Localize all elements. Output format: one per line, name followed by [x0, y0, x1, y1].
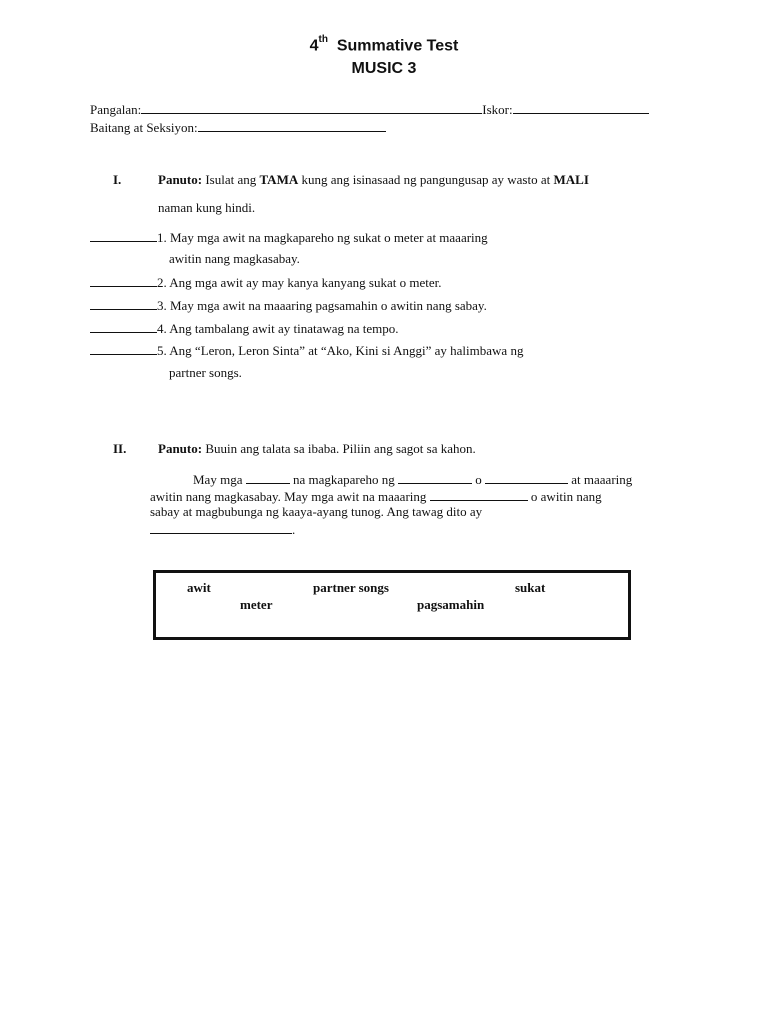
para-blank[interactable] [485, 471, 568, 484]
part1-instruction-b: kung ang isinasaad ng pangungusap ay wasto at [301, 172, 551, 187]
para-text: at maaaring [571, 472, 633, 487]
grade-blank[interactable] [198, 119, 386, 132]
score-blank[interactable] [513, 101, 649, 114]
item-text: 3. May mga awit na maaaring pagsamahin o awitin nang sabay. [157, 298, 487, 313]
answer-blank[interactable] [90, 320, 157, 333]
part2-instruction-label: Panuto: [158, 441, 203, 456]
word-choice: meter [240, 597, 273, 612]
word-choice: pagsamahin [417, 597, 485, 612]
para-blank[interactable] [398, 471, 472, 484]
part2-instruction [158, 441, 476, 457]
title-text: Summative Test [336, 37, 459, 55]
name-blank[interactable] [141, 101, 482, 114]
part1-instruction-a: Isulat ang [205, 172, 257, 187]
para-text: o [475, 472, 482, 487]
paragraph-line-2 [150, 488, 602, 505]
para-text: awitin nang magkasabay. May mga awit na maaaring [150, 489, 427, 504]
item-continuation: awitin nang magkasabay. [169, 251, 300, 266]
name-score-row [90, 101, 649, 118]
para-text: May mga [193, 472, 243, 487]
para-text: o awitin nang [530, 489, 602, 504]
list-item [90, 320, 399, 337]
answer-blank[interactable] [90, 274, 157, 287]
paragraph-line-1 [193, 471, 632, 488]
list-item [90, 297, 487, 314]
part1-instruction-label: Panuto: [158, 172, 203, 187]
part1-instruction-line2: naman kung hindi. [158, 200, 256, 215]
part2-numeral: II. [113, 441, 127, 456]
answer-blank[interactable] [90, 229, 157, 242]
part1-instruction [158, 172, 589, 188]
test-title [0, 36, 768, 55]
tama-keyword: TAMA [259, 172, 299, 187]
name-label: Pangalan: [90, 102, 142, 117]
item-text: 5. Ang “Leron, Leron Sinta” at “Ako, Kini si Anggi” ay halimbawa ng [157, 343, 524, 358]
list-item [90, 274, 441, 291]
paragraph-line-4 [150, 521, 295, 538]
list-item [90, 229, 488, 246]
grade-label: Baitang at Seksiyon: [90, 120, 198, 135]
para-text: . [292, 522, 296, 537]
para-blank[interactable] [150, 521, 292, 534]
item-text: 1. May mga awit na magkapareho ng sukat o meter at maaaring [157, 230, 488, 245]
mali-keyword: MALI [553, 172, 589, 187]
ordinal-suffix: th [318, 34, 328, 45]
para-text: na magkapareho ng [292, 472, 395, 487]
score-label: Iskor: [482, 102, 513, 117]
word-box [153, 570, 631, 640]
item-continuation: partner songs. [169, 365, 242, 380]
item-text: 2. Ang mga awit ay may kanya kanyang sukat o meter. [157, 275, 442, 290]
ordinal-number: 4 [309, 37, 319, 55]
item-text: 4. Ang tambalang awit ay tinatawag na tempo. [157, 321, 399, 336]
answer-blank[interactable] [90, 342, 157, 355]
word-choice: awit [187, 580, 211, 595]
word-choice: partner songs [313, 580, 389, 595]
grade-row [90, 119, 386, 136]
subject-title: MUSIC 3 [351, 60, 417, 77]
answer-blank[interactable] [90, 297, 157, 310]
part2-instruction-text: Buuin ang talata sa ibaba. Piliin ang sagot sa kahon. [205, 441, 476, 456]
word-choice: sukat [515, 580, 546, 595]
para-blank[interactable] [430, 488, 528, 501]
list-item [90, 342, 523, 359]
part1-numeral: I. [113, 172, 122, 187]
para-blank[interactable] [246, 471, 290, 484]
paragraph-line-3: sabay at magbubunga ng kaaya-ayang tunog. Ang tawag dito ay [150, 504, 483, 519]
